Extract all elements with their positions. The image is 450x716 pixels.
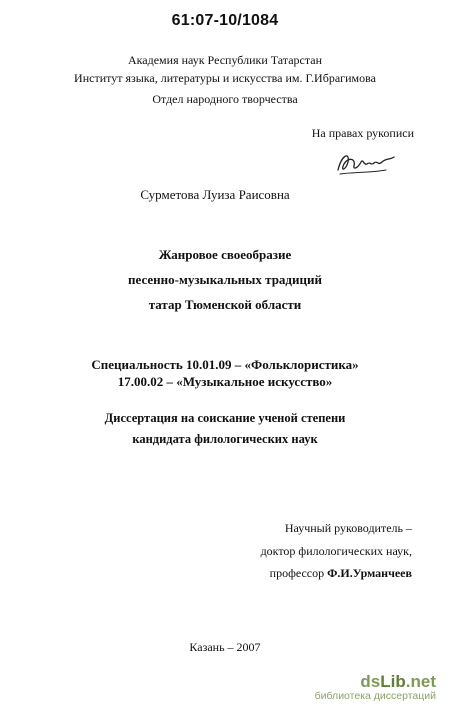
title-line-1: Жанровое своеобразие xyxy=(158,247,292,262)
supervisor-name-line xyxy=(270,565,412,582)
handwritten-signature xyxy=(334,148,398,178)
logo-ds: ds xyxy=(360,672,381,691)
logo-lib: Lib xyxy=(380,672,406,691)
manuscript-rights-note: На правах рукописи xyxy=(311,126,414,140)
archive-code: 61:07-10/1084 xyxy=(171,12,279,29)
dslib-logo xyxy=(315,672,436,692)
author-name: Сурметова Луиза Раисовна xyxy=(140,187,290,202)
supervisor-role: Научный руководитель – xyxy=(284,521,412,535)
specialty-line-1: Специальность 10.01.09 – «Фольклористика» xyxy=(91,357,359,372)
supervisor-title: профессор xyxy=(269,566,328,580)
place-and-year: Казань – 2007 xyxy=(189,640,261,654)
logo-net: .net xyxy=(405,672,436,691)
dslib-watermark xyxy=(315,672,436,702)
supervisor-name: Ф.И.Урманчеев xyxy=(327,566,412,580)
institution-institute: Институт языка, литературы и искусства им. Г.Ибрагимова xyxy=(74,71,376,85)
institution-department: Отдел народного творчества xyxy=(152,92,298,106)
title-line-2: песенно-музыкальных традиций xyxy=(128,272,322,287)
dissertation-degree-line-1: Диссертация на соискание ученой степени xyxy=(104,411,346,425)
supervisor-degree: доктор филологических наук, xyxy=(260,544,412,558)
logo-tagline: библиотека диссертаций xyxy=(314,690,436,702)
specialty-line-2: 17.00.02 – «Музыкальное искусство» xyxy=(117,374,333,389)
dissertation-degree-line-2: кандидата филологических наук xyxy=(132,432,318,446)
title-line-3: татар Тюменской области xyxy=(148,297,302,312)
institution-academy: Академия наук Республики Татарстан xyxy=(127,53,322,67)
